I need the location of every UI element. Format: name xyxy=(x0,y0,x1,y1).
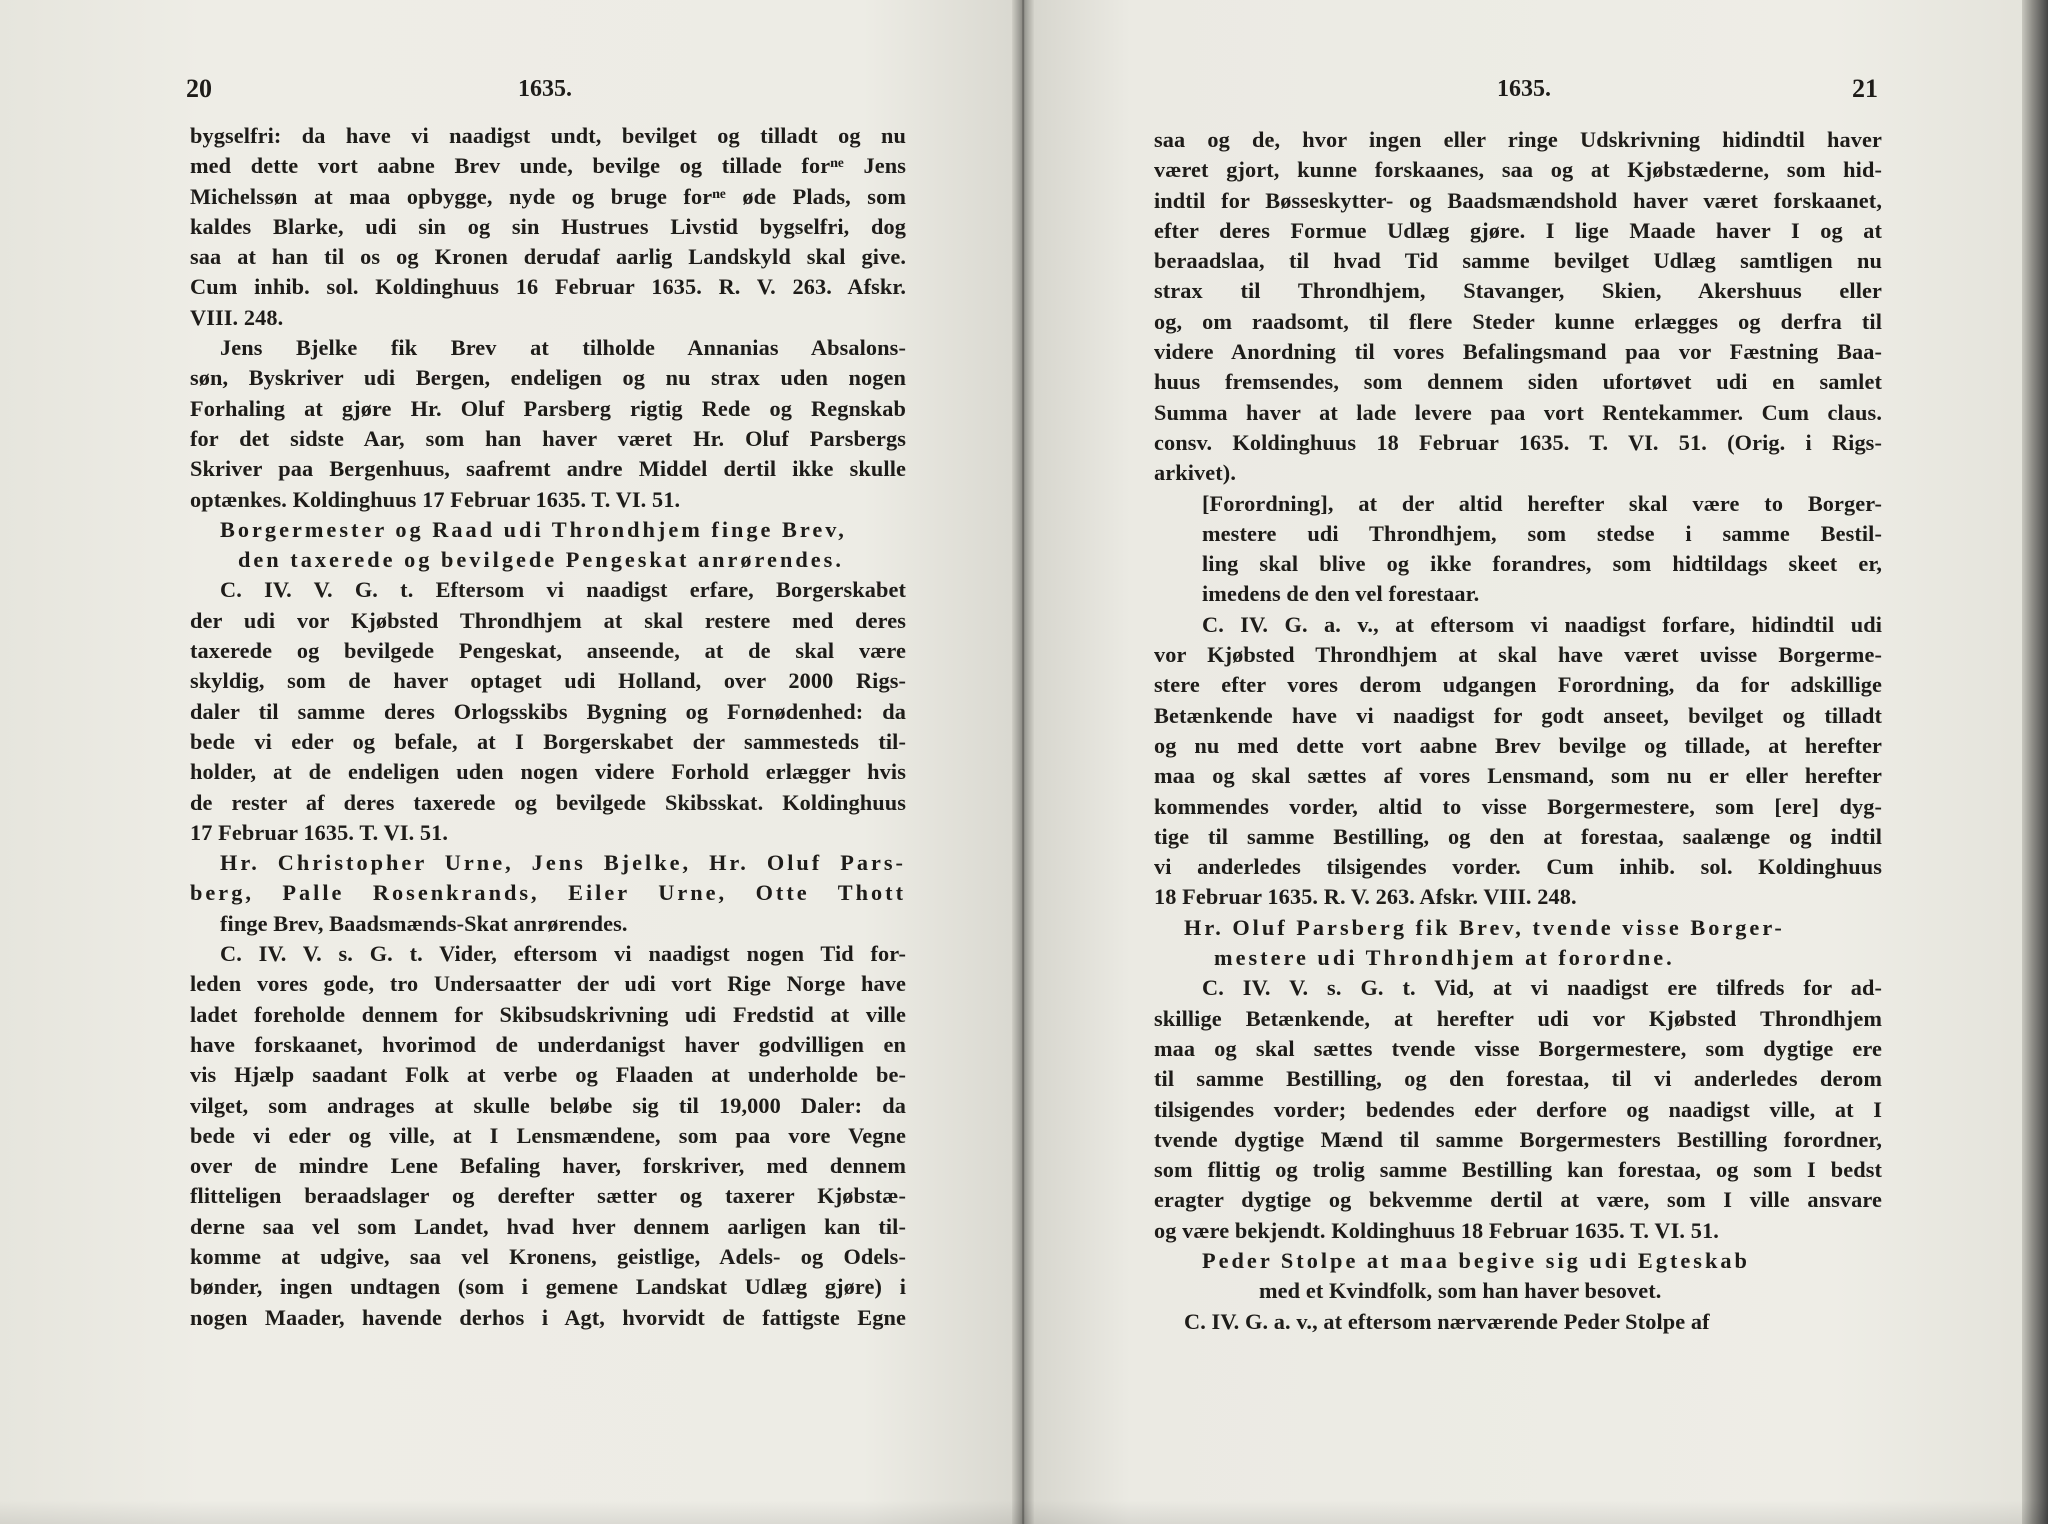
text-line: 18 Februar 1635. R. V. 263. Afskr. VIII. 248. xyxy=(1154,884,1577,910)
text-line: C. IV. V. G. t. Eftersom vi naadigst erfare, Borgerskabet xyxy=(220,577,906,603)
text-line: mestere udi Throndhjem at forordne. xyxy=(1214,945,1675,971)
text-line: C. IV. V. s. G. t. Vider, eftersom vi naadigst nogen Tid for- xyxy=(220,941,906,967)
text-line: C. IV. V. s. G. t. Vid, at vi naadigst ere tilfreds for ad- xyxy=(1202,975,1882,1001)
text-line: og, om raadsomt, til flere Steder kunne erlægges og derfra til xyxy=(1154,308,1882,334)
right-page xyxy=(1030,0,2032,1524)
text-line: bønder, ingen undtagen (som i gemene Landskat Udlæg gjøre) i xyxy=(190,1274,906,1300)
text-line: ladet foreholde dennem for Skibsudskrivning udi Fredstid at ville xyxy=(190,1001,906,1027)
text-line: mestere udi Throndhjem, som stedse i samme Bestil- xyxy=(1202,520,1882,546)
text-line: C. IV. G. a. v., at eftersom nærværende Peder Stolpe af xyxy=(1184,1308,1710,1334)
text-line: maa og skal sættes af vores Lensmand, som nu er eller herefter xyxy=(1154,763,1882,789)
text-line: over de mindre Lene Befaling haver, forskriver, med dennem xyxy=(190,1153,906,1179)
text-line: Peder Stolpe at maa begive sig udi Egteskab xyxy=(1202,1247,1750,1273)
text-line: leden vores gode, tro Undersaatter der udi vort Rige Norge have xyxy=(190,971,906,997)
text-line: Borgermester og Raad udi Throndhjem finge Brev, xyxy=(220,516,847,542)
text-line: de rester af deres taxerede og bevilgede Skibsskat. Koldinghuus xyxy=(190,789,906,815)
text-line: daler til samme deres Orlogsskibs Bygning og Fornødenhed: da xyxy=(190,698,906,724)
text-line: til samme Bestilling, og den forestaa, til vi anderledes derom xyxy=(1154,1066,1882,1092)
text-line: taxerede og bevilgede Pengeskat, anseende, at de skal være xyxy=(190,638,906,664)
text-line: efter deres Formue Udlæg gjøre. I lige Maade haver I og at xyxy=(1154,217,1882,243)
text-line: vi anderledes tilsigendes vorder. Cum inhib. sol. Koldinghuus xyxy=(1154,854,1882,880)
left-page-year: 1635. xyxy=(518,76,572,102)
text-line: consv. Koldinghuus 18 Februar 1635. T. VI. 51. (Orig. i Rigs- xyxy=(1154,429,1882,455)
text-line: C. IV. G. a. v., at eftersom vi naadigst forfare, hidindtil udi xyxy=(1202,611,1882,637)
text-line: den taxerede og bevilgede Pengeskat anrørendes. xyxy=(238,547,844,573)
text-line: som flittig og trolig samme Bestilling kan forestaa, og som I bedst xyxy=(1154,1157,1882,1183)
text-line: nogen Maader, havende derhos i Agt, hvorvidt de fattigste Egne xyxy=(190,1304,906,1330)
text-line: strax til Throndhjem, Stavanger, Skien, Akershuus eller xyxy=(1154,278,1882,304)
text-line: 17 Februar 1635. T. VI. 51. xyxy=(190,819,449,845)
text-line: skillige Betænkende, at herefter udi vor Kjøbsted Throndhjem xyxy=(1154,1005,1882,1031)
left-page xyxy=(0,0,1016,1524)
text-line: stere efter vores derom udgangen Forordning, da for adskillige xyxy=(1154,672,1882,698)
text-line: tvende dygtige Mænd til samme Borgermesters Bestilling forordner, xyxy=(1154,1126,1882,1152)
bottom-shadow xyxy=(0,1500,2048,1524)
text-line: arkivet). xyxy=(1154,460,1237,486)
text-line: for det sidste Aar, som han haver været Hr. Oluf Parsbergs xyxy=(190,425,906,451)
text-line: Skriver paa Bergenhuus, saafremt andre Middel dertil ikke skulle xyxy=(190,456,906,482)
text-line: Jens Bjelke fik Brev at tilholde Annanias Absalons- xyxy=(220,335,906,361)
text-line: bygselfri: da have vi naadigst undt, bevilget og tilladt og nu xyxy=(190,123,906,148)
text-line: og være bekjendt. Koldinghuus 18 Februar 1635. T. VI. 51. xyxy=(1154,1217,1719,1243)
left-page-text xyxy=(190,121,906,1333)
right-page-year: 1635. xyxy=(1497,76,1551,102)
right-page-number: 21 xyxy=(1852,74,1878,103)
text-line: bede vi eder og ville, at I Lensmændene, som paa vore Vegne xyxy=(190,1122,906,1148)
text-line: huus fremsendes, som dennem siden ufortøvet udi en samlet xyxy=(1154,369,1882,395)
text-line: Summa haver at lade levere paa vort Rentekammer. Cum claus. xyxy=(1154,399,1882,425)
text-line: med dette vort aabne Brev unde, bevilge og tillade forⁿᵉ Jens xyxy=(190,153,906,179)
left-page-number: 20 xyxy=(186,74,212,103)
text-line: der udi vor Kjøbsted Throndhjem at skal restere med deres xyxy=(190,607,906,633)
text-line: flitteligen beraadslager og derefter sætter og taxerer Kjøbstæ- xyxy=(190,1183,906,1209)
text-line: imedens de den vel forestaar. xyxy=(1202,581,1480,607)
text-line: Hr. Christopher Urne, Jens Bjelke, Hr. Oluf Pars- xyxy=(220,850,906,876)
text-line: kommendes vorder, altid to visse Borgermestere, som [ere] dyg- xyxy=(1154,793,1882,819)
text-line: tilsigendes vorder; bedendes eder derfore og naadigst ville, at I xyxy=(1154,1096,1882,1122)
text-line: Hr. Oluf Parsberg fik Brev, tvende visse Borger- xyxy=(1184,914,1785,940)
text-line: finge Brev, Baadsmænds-Skat anrørendes. xyxy=(220,910,628,936)
text-line: med et Kvindfolk, som han haver besovet. xyxy=(1259,1278,1662,1304)
text-line: VIII. 248. xyxy=(190,304,284,330)
text-line: saa at han til os og Kronen derudaf aarlig Landskyld skal give. xyxy=(190,244,906,270)
text-line: Michelssøn at maa opbygge, nyde og bruge forⁿᵉ øde Plads, som xyxy=(190,183,906,209)
text-line: vilget, som andrages at skulle beløbe sig til 19,000 Daler: da xyxy=(190,1092,906,1118)
text-line: bede vi eder og befale, at I Borgerskabet der sammesteds til- xyxy=(190,728,906,754)
text-line: skyldig, som de haver optaget udi Holland, over 2000 Rigs- xyxy=(190,668,906,694)
page-edge-shadow xyxy=(2022,0,2048,1524)
text-line: været gjort, kunne forskaanes, saa og at Kjøbstæderne, som hid- xyxy=(1154,157,1882,183)
text-line: beraadslaa, til hvad Tid samme bevilget Udlæg samtligen nu xyxy=(1154,248,1882,274)
text-line: vis Hjælp saadant Folk at verbe og Flaaden at underholde be- xyxy=(190,1062,906,1088)
text-line: Cum inhib. sol. Koldinghuus 16 Februar 1635. R. V. 263. Afskr. xyxy=(190,274,906,300)
right-page-text xyxy=(1154,125,1882,1337)
text-line: Forhaling at gjøre Hr. Oluf Parsberg rigtig Rede og Regnskab xyxy=(190,395,906,421)
text-line: [Forordning], at der altid herefter skal være to Borger- xyxy=(1202,490,1882,516)
text-line: ling skal blive og ikke forandres, som hidtildags skeet er, xyxy=(1202,551,1882,577)
text-line: tige til samme Bestilling, og den at forestaa, saalænge og indtil xyxy=(1154,823,1882,849)
text-line: saa og de, hvor ingen eller ringe Udskrivning hidindtil haver xyxy=(1154,127,1882,152)
text-line: Betænkende have vi naadigst for godt anseet, bevilget og tilladt xyxy=(1154,702,1882,728)
text-line: derne saa vel som Landet, hvad hver dennem aarligen kan til- xyxy=(190,1213,906,1239)
text-line: berg, Palle Rosenkrands, Eiler Urne, Otte Thott xyxy=(190,880,906,906)
text-line: videre Anordning til vores Befalingsmand paa vor Fæstning Baa- xyxy=(1154,339,1882,365)
text-line: søn, Byskriver udi Bergen, endeligen og nu strax uden nogen xyxy=(190,365,906,391)
text-line: optænkes. Koldinghuus 17 Februar 1635. T. VI. 51. xyxy=(190,486,681,512)
text-line: vor Kjøbsted Throndhjem at skal have været uvisse Borgerme- xyxy=(1154,642,1882,668)
text-line: maa og skal sættes tvende visse Borgermestere, som dygtige ere xyxy=(1154,1035,1882,1061)
text-line: og nu med dette vort aabne Brev bevilge og tillade, at herefter xyxy=(1154,732,1882,758)
text-line: have forskaanet, hvorimod de underdanigst haver godvilligen en xyxy=(190,1031,906,1057)
text-line: indtil for Bøsseskytter- og Baadsmændshold haver været forskaanet, xyxy=(1154,187,1882,213)
text-line: holder, at de endeligen uden nogen videre Forhold erlægger hvis xyxy=(190,759,906,785)
text-line: kaldes Blarke, udi sin og sin Hustrues Livstid bygselfri, dog xyxy=(190,213,906,239)
book-gutter xyxy=(1012,0,1034,1524)
text-line: eragter dygtige og bekvemme dertil at være, som I ville ansvare xyxy=(1154,1187,1882,1213)
text-line: komme at udgive, saa vel Kronens, geistlige, Adels- og Odels- xyxy=(190,1243,906,1269)
